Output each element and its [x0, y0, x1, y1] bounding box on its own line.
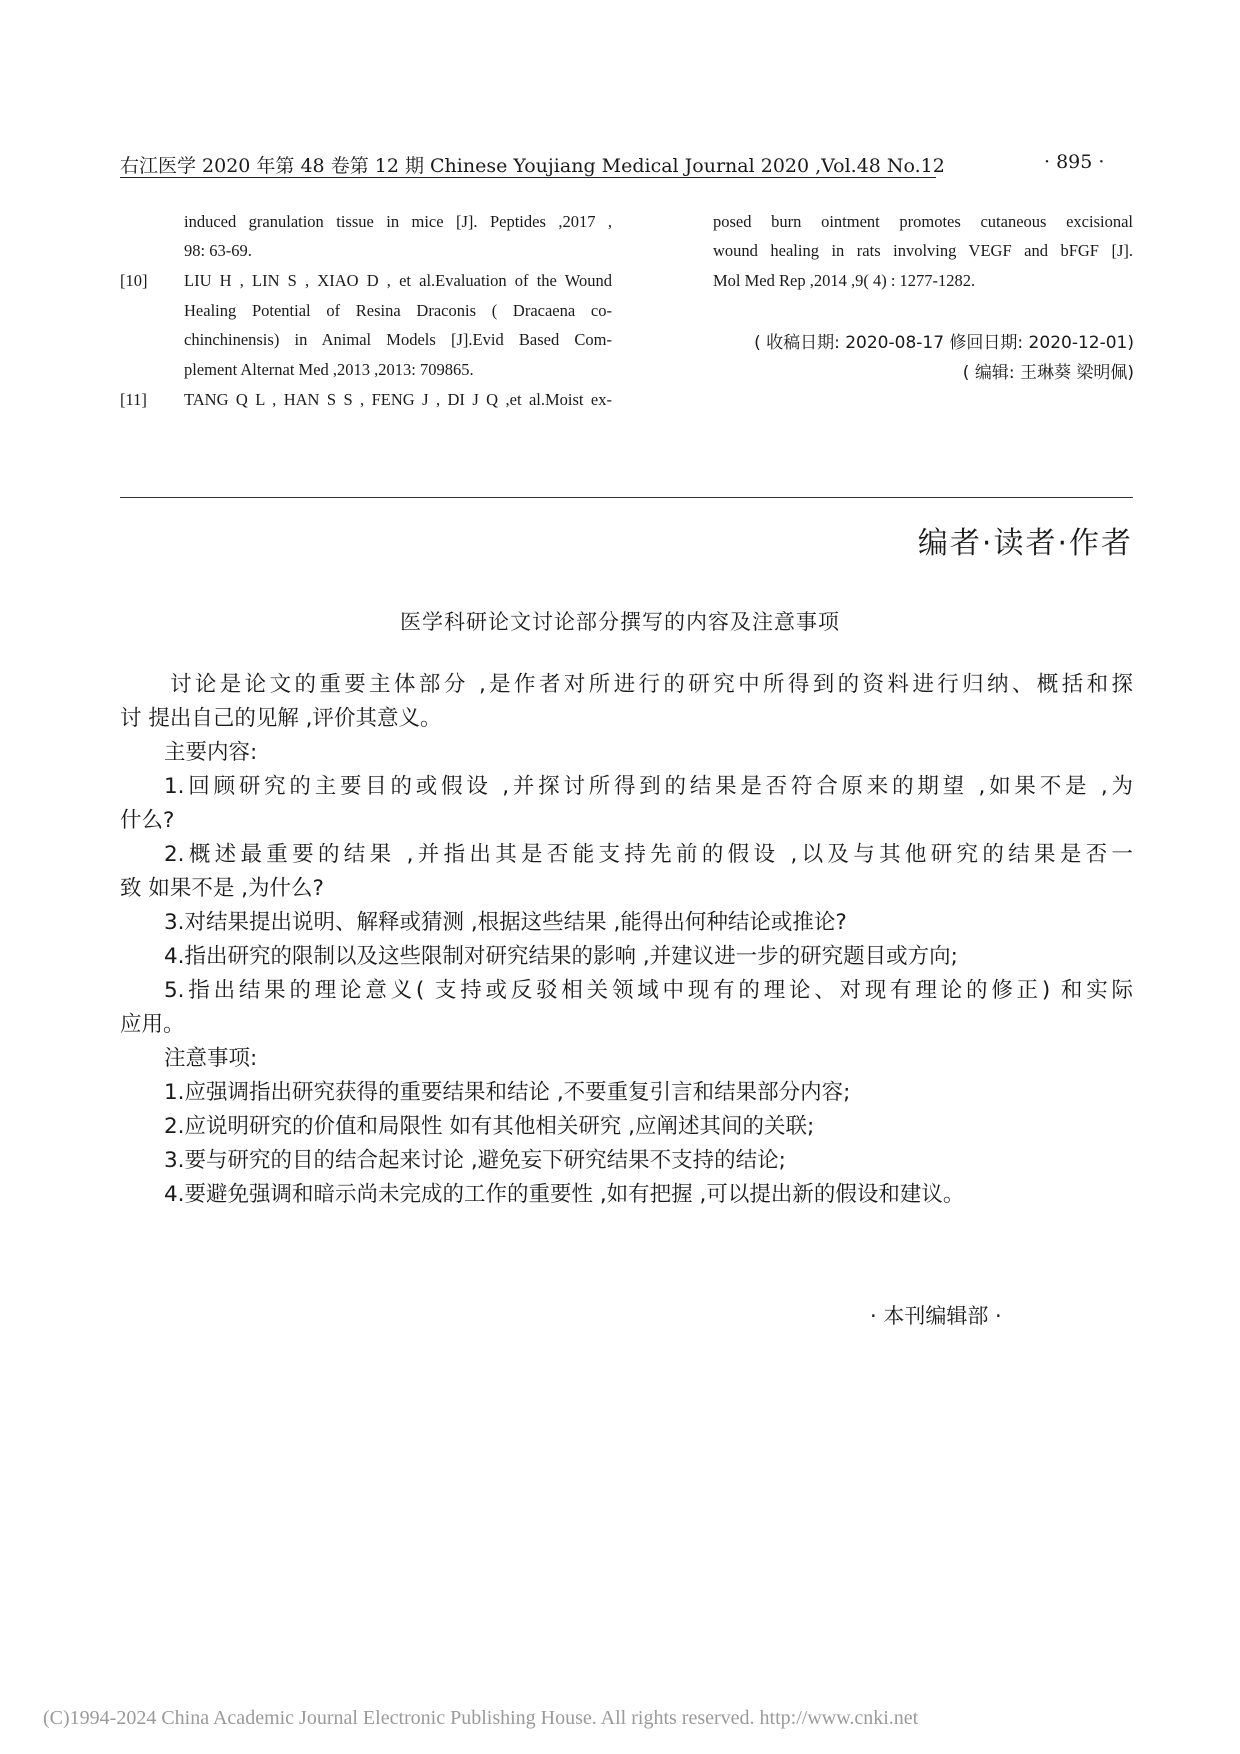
reference-line: induced granulation tissue in mice [J]. Peptides ,2017 , — [184, 212, 612, 231]
section-heading: 主要内容: — [164, 740, 258, 765]
page-number: · 895 · — [1044, 151, 1105, 173]
list-item-line: 1.应强调指出研究获得的重要结果和结论 ,不要重复引言和结果部分内容; — [164, 1080, 851, 1105]
reference-number: [11] — [120, 390, 147, 409]
paragraph-line: 讨 提出自己的见解 ,评价其意义。 — [120, 706, 442, 731]
reference-line: chinchinensis) in Animal Models [J].Evid Based Com- — [184, 330, 612, 349]
editorial-signature: · 本刊编辑部 · — [870, 1304, 1002, 1328]
header-underline — [120, 177, 936, 178]
column-title: 编者·读者·作者 — [917, 526, 1133, 561]
reference-line: posed burn ointment promotes cutaneous excisional — [713, 212, 1133, 231]
list-item-line: 2.应说明研究的价值和局限性 如有其他相关研究 ,应阐述其间的关联; — [164, 1114, 815, 1139]
list-item-line: 致 如果不是 ,为什么? — [120, 876, 324, 901]
section-heading: 注意事项: — [164, 1046, 258, 1071]
reference-line: plement Alternat Med ,2013 ,2013: 709865. — [184, 360, 474, 379]
paragraph-line: 讨论是论文的重要主体部分 ,是作者对所进行的研究中所得到的资料进行归纳、概括和探 — [170, 672, 1133, 697]
editors-credit: ( 编辑: 王琳葵 梁明佩) — [962, 363, 1134, 383]
list-item-line: 4.指出研究的限制以及这些限制对研究结果的影响 ,并建议进一步的研究题目或方向; — [164, 944, 958, 969]
list-item-line: 应用。 — [120, 1012, 185, 1037]
list-item-line: 什么? — [120, 808, 175, 833]
list-item-line: 3.要与研究的目的结合起来讨论 ,避免妄下研究结果不支持的结论; — [164, 1148, 786, 1173]
reference-line: 98: 63-69. — [184, 241, 252, 260]
article-title: 医学科研论文讨论部分撰写的内容及注意事项 — [400, 610, 840, 634]
running-header: 右江医学 2020 年第 48 卷第 12 期 Chinese Youjiang Medical Journal 2020 ,Vol.48 No.12 — [120, 155, 945, 177]
list-item-line: 2.概述最重要的结果 ,并指出其是否能支持先前的假设 ,以及与其他研究的结果是否一 — [164, 842, 1133, 867]
list-item-line: 4.要避免强调和暗示尚未完成的工作的重要性 ,如有把握 ,可以提出新的假设和建议。 — [164, 1182, 965, 1207]
reference-line: LIU H , LIN S , XIAO D , et al.Evaluation of the Wound — [184, 271, 612, 290]
section-divider — [120, 497, 1133, 498]
list-item-line: 5.指出结果的理论意义( 支持或反驳相关领域中现有的理论、对现有理论的修正) 和实际 — [164, 978, 1133, 1003]
copyright-footer: (C)1994-2024 China Academic Journal Electronic Publishing House. All rights reserved. http://www.cnki.net — [43, 1707, 919, 1729]
reference-line: wound healing in rats involving VEGF and bFGF [J]. — [713, 241, 1133, 260]
received-revised-dates: ( 收稿日期: 2020-08-17 修回日期: 2020-12-01) — [754, 333, 1134, 353]
list-item-line: 3.对结果提出说明、解释或猜测 ,根据这些结果 ,能得出何种结论或推论? — [164, 910, 847, 935]
reference-number: [10] — [120, 271, 148, 290]
reference-line: Mol Med Rep ,2014 ,9( 4) : 1277-1282. — [713, 271, 976, 290]
list-item-line: 1.回顾研究的主要目的或假设 ,并探讨所得到的结果是否符合原来的期望 ,如果不是 ,为 — [164, 774, 1133, 799]
reference-line: TANG Q L , HAN S S , FENG J , DI J Q ,et al.Moist ex- — [184, 390, 612, 409]
reference-line: Healing Potential of Resina Draconis ( Dracaena co- — [184, 301, 612, 320]
